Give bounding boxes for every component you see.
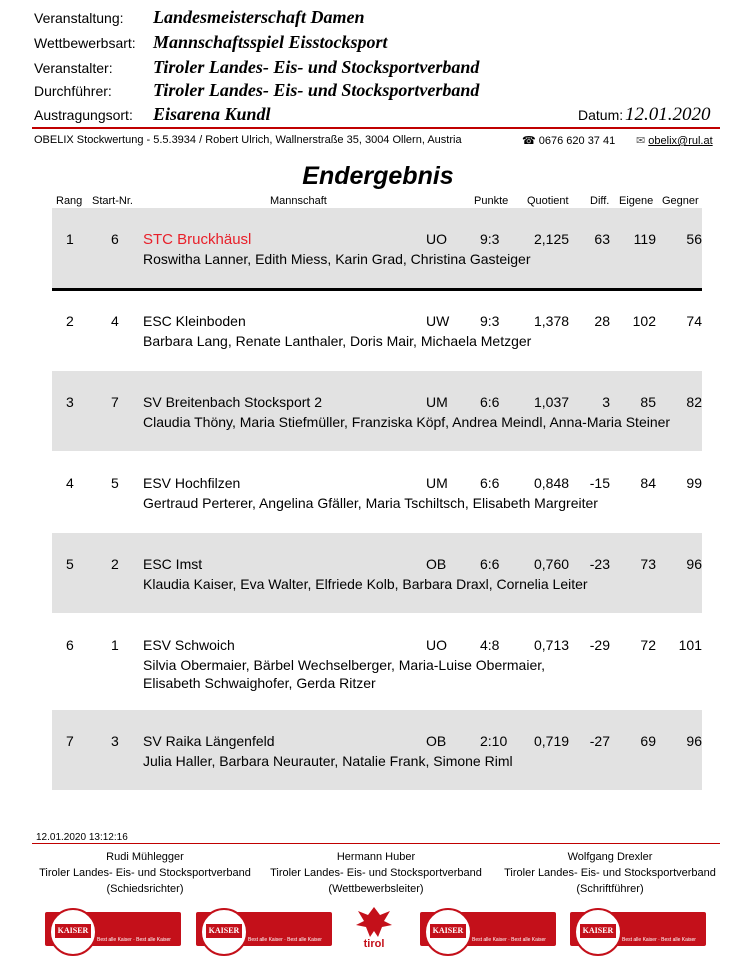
kaiser-logo: KAISER Best alle Kaiser · Best alle Kaiser	[196, 912, 332, 946]
col-diff: Diff.	[590, 195, 610, 207]
gegner-cell: 96	[686, 733, 702, 749]
points-cell: 6:6	[480, 556, 500, 572]
region-cell: OB	[426, 556, 447, 572]
kaiser-logo: KAISER Best alle Kaiser · Best alle Kaiser	[570, 912, 706, 946]
header-row-4-value: Eisarena Kundl	[153, 104, 271, 124]
tirol-logo	[352, 905, 396, 949]
quotient-cell: 0,713	[534, 637, 570, 653]
start-nr-cell: 1	[111, 637, 119, 653]
quotient-cell: 0,848	[534, 475, 570, 491]
col-quotient: Quotient	[527, 195, 569, 207]
phone-number: ☎ 0676 620 37 41	[522, 135, 616, 147]
header-row-0-label: Veranstaltung:	[34, 10, 124, 26]
start-nr-cell: 2	[111, 556, 119, 572]
region-cell: UO	[426, 231, 447, 247]
rank-cell: 2	[66, 313, 74, 329]
diff-cell: -23	[589, 556, 610, 572]
rank-cell: 7	[66, 733, 74, 749]
email-block	[636, 134, 713, 147]
player-list: Silvia Obermaier, Bärbel Wechselberger, Maria-Luise Obermaier,	[143, 657, 546, 673]
region-cell: UM	[426, 475, 448, 491]
eigene-cell: 85	[640, 394, 656, 410]
points-cell: 9:3	[480, 313, 500, 329]
points-cell: 4:8	[480, 637, 500, 653]
header-row-1-label: Wettbewerbsart:	[34, 35, 136, 51]
row-band	[52, 710, 702, 790]
page-title: Endergebnis	[302, 162, 454, 190]
team-name: ESV Schwoich	[143, 637, 235, 653]
signature-org: Tiroler Landes- Eis- und Stocksportverband	[39, 867, 251, 879]
diff-cell: 63	[594, 231, 610, 247]
date-value: 12.01.2020	[625, 104, 711, 125]
row-band	[52, 208, 702, 288]
signature-name: Hermann Huber	[336, 851, 416, 863]
eigene-cell: 73	[640, 556, 656, 572]
obelix-info: OBELIX Stockwertung - 5.5.3934 / Robert Ulrich, Wallnerstraße 35, 3004 Ollern, Austria	[34, 134, 462, 146]
start-nr-cell: 7	[111, 394, 119, 410]
region-cell: UM	[426, 394, 448, 410]
gegner-cell: 99	[686, 475, 702, 491]
rank-cell: 5	[66, 556, 74, 572]
row-band	[52, 371, 702, 451]
eigene-cell: 84	[640, 475, 656, 491]
col-eigene: Eigene	[619, 195, 654, 207]
col-punkte: Punkte	[474, 195, 509, 207]
gegner-cell: 101	[678, 637, 702, 653]
kaiser-logo: KAISER Best alle Kaiser · Best alle Kaiser	[420, 912, 556, 946]
player-list: Gertraud Perterer, Angelina Gfäller, Maria Tschiltsch, Elisabeth Margreiter	[143, 495, 598, 511]
team-name: STC Bruckhäusl	[143, 231, 252, 248]
gegner-cell: 82	[686, 394, 702, 410]
print-timestamp: 12.01.2020 13:12:16	[36, 832, 128, 843]
quotient-cell: 0,719	[534, 733, 570, 749]
team-name: SV Raika Längenfeld	[143, 733, 275, 749]
eigene-cell: 69	[640, 733, 656, 749]
rank-cell: 1	[66, 231, 74, 247]
col-rang: Rang	[56, 195, 83, 207]
diff-cell: 28	[594, 313, 610, 329]
kaiser-logo: KAISER Best alle Kaiser · Best alle Kaiser	[45, 912, 181, 946]
player-list: Julia Haller, Barbara Neurauter, Natalie Frank, Simone Riml	[143, 753, 513, 769]
signature-wettbewerbsleiter	[256, 849, 496, 897]
player-list: Claudia Thöny, Maria Stiefmüller, Franziska Köpf, Andrea Meindl, Anna-Maria Steiner	[143, 414, 671, 430]
region-cell: UO	[426, 637, 447, 653]
footer-divider	[32, 843, 720, 844]
eigene-cell: 72	[640, 637, 656, 653]
gegner-cell: 56	[686, 231, 702, 247]
team-name: ESV Hochfilzen	[143, 475, 241, 491]
team-name: SV Breitenbach Stocksport 2	[143, 394, 322, 410]
region-cell: UW	[426, 313, 450, 329]
diff-cell: 3	[602, 394, 610, 410]
start-nr-cell: 6	[111, 231, 119, 247]
row-band	[52, 533, 702, 613]
winner-divider	[52, 288, 702, 291]
rank-cell: 4	[66, 475, 74, 491]
team-name: ESC Imst	[143, 556, 203, 572]
mail-icon: ✉	[636, 135, 646, 147]
start-nr-cell: 3	[111, 733, 119, 749]
header-row-2-label: Veranstalter:	[34, 60, 113, 76]
signature-org: Tiroler Landes- Eis- und Stocksportverband	[504, 867, 716, 879]
rank-cell: 6	[66, 637, 74, 653]
quotient-cell: 0,760	[534, 556, 570, 572]
header-row-0-value: Landesmeisterschaft Damen	[153, 7, 365, 27]
tirol-eagle-icon	[352, 905, 396, 949]
rank-cell: 3	[66, 394, 74, 410]
points-cell: 9:3	[480, 231, 500, 247]
signature-org: Tiroler Landes- Eis- und Stocksportverband	[270, 867, 482, 879]
points-cell: 6:6	[480, 475, 500, 491]
signature-role: (Schriftführer)	[576, 883, 644, 895]
header-row-3-value: Tiroler Landes- Eis- und Stocksportverband	[153, 80, 480, 100]
start-nr-cell: 5	[111, 475, 119, 491]
points-cell: 2:10	[480, 733, 508, 749]
col-start-nr: Start-Nr.	[92, 195, 133, 207]
signature-role: (Schiedsrichter)	[106, 883, 184, 895]
signature-name: Wolfgang Drexler	[567, 851, 653, 863]
gegner-cell: 96	[686, 556, 702, 572]
points-cell: 6:6	[480, 394, 500, 410]
email-link[interactable]: obelix@rul.at	[648, 135, 713, 147]
team-name: ESC Kleinboden	[143, 313, 246, 329]
quotient-cell: 1,037	[534, 394, 570, 410]
header-row-4-label: Austragungsort:	[34, 107, 133, 123]
gegner-cell: 74	[686, 313, 702, 329]
signature-schriftfuehrer	[490, 849, 730, 897]
header-divider	[32, 127, 720, 129]
header-row-3-label: Durchführer:	[34, 83, 112, 99]
header-row-2-value: Tiroler Landes- Eis- und Stocksportverband	[153, 57, 480, 77]
signature-schiedsrichter	[25, 849, 265, 897]
col-gegner: Gegner	[662, 195, 699, 207]
player-list: Elisabeth Schwaighofer, Gerda Ritzer	[143, 675, 376, 691]
quotient-cell: 1,378	[534, 313, 570, 329]
header-row-1-value: Mannschaftsspiel Eisstocksport	[153, 32, 388, 52]
date-label: Datum:	[578, 107, 624, 123]
eigene-cell: 119	[633, 231, 656, 247]
col-mannschaft: Mannschaft	[270, 195, 327, 207]
diff-cell: -15	[589, 475, 610, 491]
start-nr-cell: 4	[111, 313, 119, 329]
player-list: Klaudia Kaiser, Eva Walter, Elfriede Kolb, Barbara Draxl, Cornelia Leiter	[143, 576, 588, 592]
player-list: Barbara Lang, Renate Lanthaler, Doris Mair, Michaela Metzger	[143, 333, 532, 349]
eigene-cell: 102	[632, 313, 656, 329]
player-list: Roswitha Lanner, Edith Miess, Karin Grad, Christina Gasteiger	[143, 251, 531, 267]
diff-cell: -27	[589, 733, 610, 749]
diff-cell: -29	[589, 637, 610, 653]
region-cell: OB	[426, 733, 447, 749]
quotient-cell: 2,125	[534, 231, 570, 247]
signature-name: Rudi Mühlegger	[106, 851, 184, 863]
signature-role: (Wettbewerbsleiter)	[328, 883, 424, 895]
svg-text:tirol: tirol	[363, 938, 385, 949]
